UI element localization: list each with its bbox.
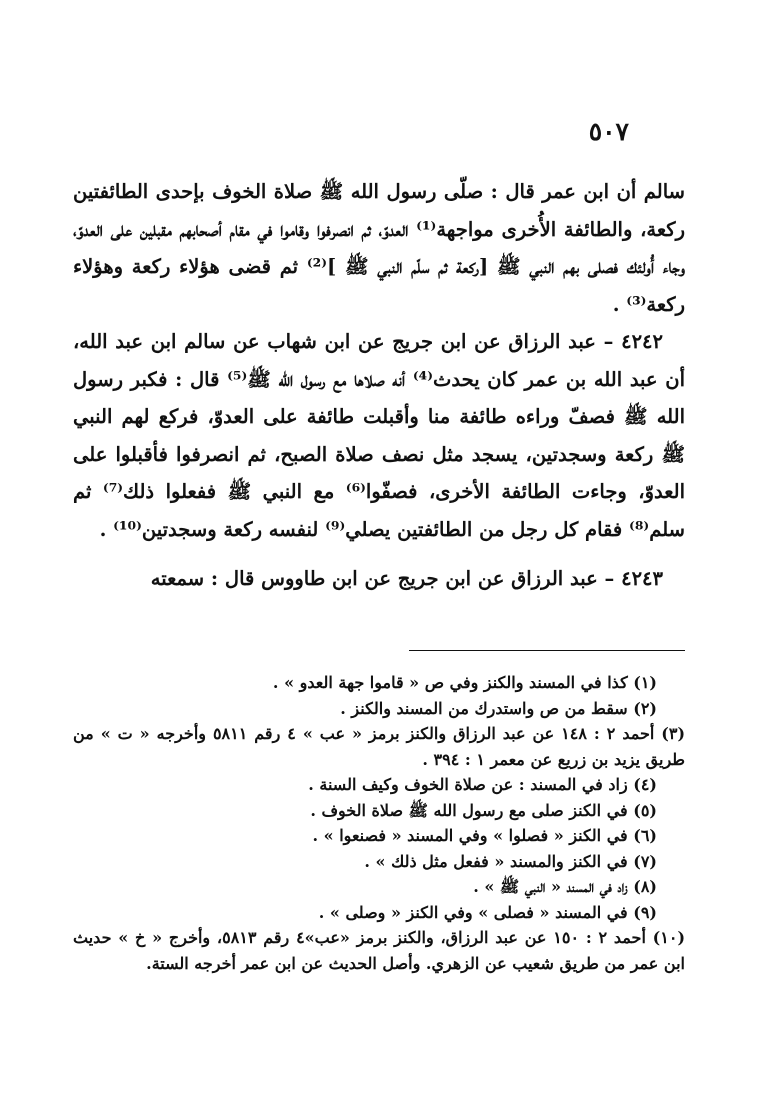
hadith-4242-paragraph: ٤٢٤٢ – عبد الرزاق عن ابن جريج عن ابن شهاب عن سالم ابن عبد الله، أن عبد الله بن عمر كان يحدث⁽⁴⁾ أنه صلاها مع رسول الله ﷺ⁽⁵⁾ قال : فكبر رسول الله ﷺ فصفّ وراءه طائفة منا وأقبلت طائفة على العدوّ، فركع لهم النبي ﷺ ركعة وسجدتين، يسجد مثل نصف صلاة الصبح، ثم انصرفوا فأقبلوا على العدوّ، وجاءت الطائفة الأخرى، فصفّوا⁽⁶⁾ مع النبي ﷺ ففعلوا ذلك⁽⁷⁾ ثم سلم⁽⁸⁾ فقام كل رجل من الطائفتين يصلي⁽⁹⁾ لنفسه ركعة وسجدتين⁽¹⁰⁾ . [73,330,685,541]
footnote-4: (٤) زاد في المسند : عن صلاة الخوف وكيف السنة . [308,775,657,794]
footnote-6: (٦) في الكنز « فصلوا » وفي المسند « فصنعوا » . [312,826,657,845]
footnote-divider [409,650,685,651]
footnote-1: (١) كذا في المسند والكنز وفي ص « قاموا جهة العدو » . [272,673,657,692]
footnote-5: (٥) في الكنز صلى مع رسول الله ﷺ صلاة الخوف . [310,800,657,820]
footnote-7: (٧) في الكنز والمسند « ففعل مثل ذلك » . [364,851,657,871]
footnote-3: (٣) أحمد ٢ : ١٤٨ عن عبد الرزاق والكنز برمز « عب » ٤ رقم ٥٨١١ وأخرجه « ت » من طريق يزيد بن زريع عن معمر ١ : ٣٩٤ . [73,724,686,769]
hadith-4243-paragraph: ٤٢٤٣ – عبد الرزاق عن ابن جريج عن ابن طاووس قال : سمعته [150,567,663,590]
footnote-8: (٨) زاد في المسند « النبي ﷺ » . [473,877,657,896]
footnotes [73,670,685,976]
main-text [73,173,685,598]
page-number: ٥٠٧ [588,117,629,146]
footnote-9: (٩) في المسند « فصلى » وفي الكنز « وصلى » . [318,902,657,922]
footnote-2: (٢) سقط من ص واستدرك من المسند والكنز . [340,698,657,718]
footnote-10: (١٠) أحمد ٢ : ١٥٠ عن عبد الرزاق، والكنز برمز «عب»٤ رقم ٥٨١٣، وأخرج « خ » حديث ابن عمر من طريق شعيب عن الزهري. وأصل الحديث عن ابن عمر أخرجه الستة. [73,928,686,973]
hadith-continuation-paragraph: سالم أن ابن عمر قال : صلّى رسول الله ﷺ صلاة الخوف بإحدى الطائفتين ركعة، والطائفة الأُخرى مواجهة⁽¹⁾ العدوّ، ثم انصرفوا وقاموا في مقام أصحابهم مقبلين على العدوّ، وجاء أُولئك فصلى بهم النبي ﷺ [ركعة ثم سلّم النبي ﷺ ]⁽²⁾ ثم قضى هؤلاء ركعة وهؤلاء ركعة⁽³⁾ . [73,180,685,316]
